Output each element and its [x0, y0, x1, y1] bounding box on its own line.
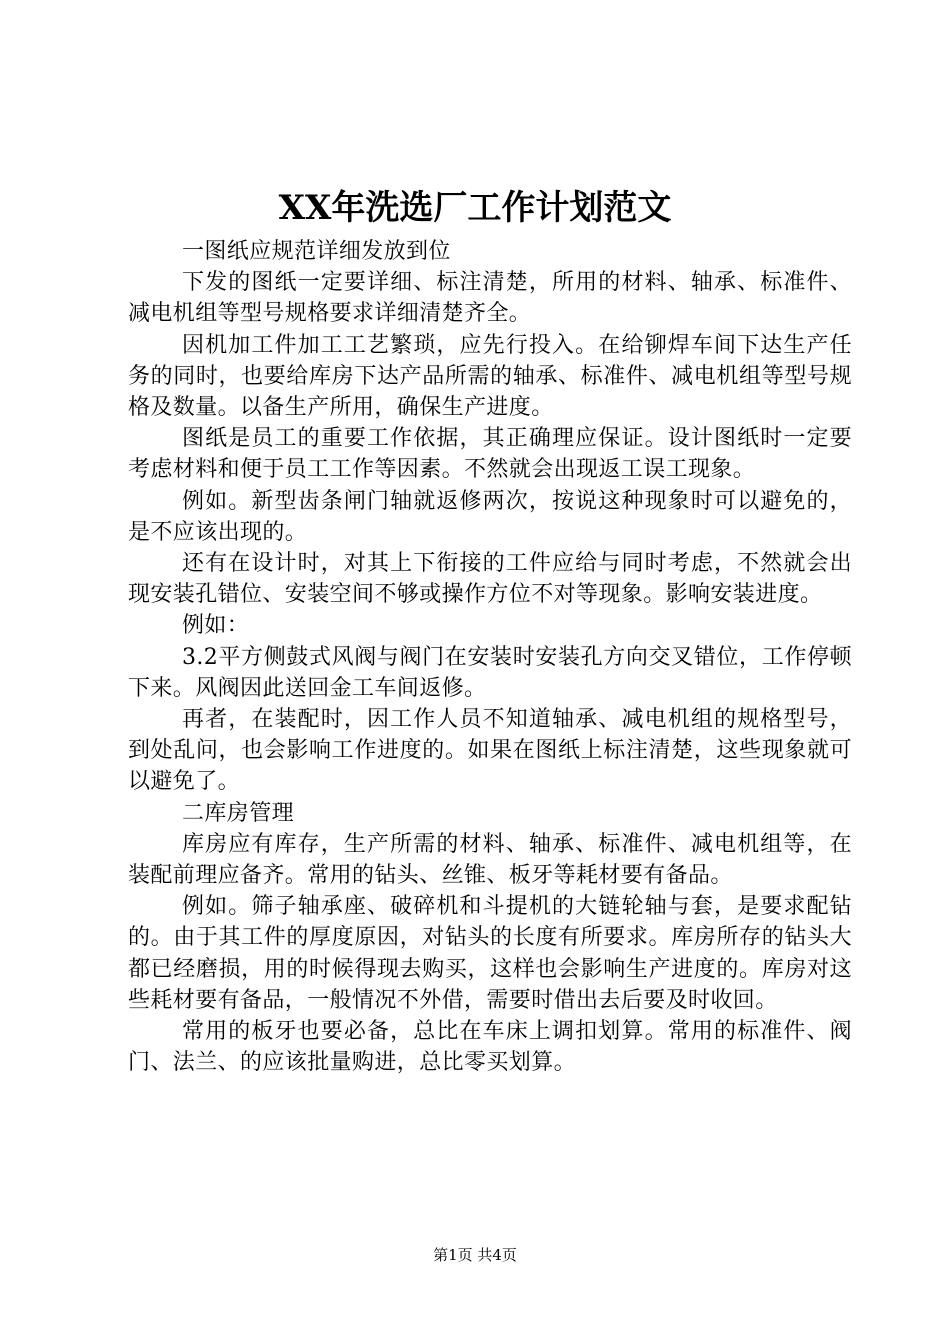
- document-body: [128, 236, 852, 1078]
- page-footer: 第1页 共4页: [433, 1246, 517, 1264]
- body-paragraph: 库房应有库存，生产所需的材料、轴承、标准件、减电机组等，在装配前理应备齐。常用的钻头、丝锥、板牙等耗材要有备品。: [128, 831, 852, 889]
- body-paragraph: 图纸是员工的重要工作依据，其正确理应保证。设计图纸时一定要考虑材料和便于员工工作等因素。不然就会出现返工误工现象。: [128, 426, 852, 483]
- body-paragraph: 因机加工件加工工艺繁琐，应先行投入。在给铆焊车间下达生产任务的同时，也要给库房下达产品所需的轴承、标准件、减电机组等型号规格及数量。以备生产所用，确保生产进度。: [128, 332, 852, 421]
- body-paragraph: 常用的板牙也要必备，总比在车床上调扣划算。常用的标准件、阀门、法兰、的应该批量购进，总比零买划算。: [128, 1019, 852, 1076]
- body-paragraph: 再者，在装配时，因工作人员不知道轴承、减电机组的规格型号，到处乱问，也会影响工作进度的。如果在图纸上标注清楚，这些现象就可以避免了。: [128, 707, 852, 795]
- section-heading: 二库房管理: [182, 800, 295, 826]
- document-title: XX年洗选厂工作计划范文: [278, 188, 672, 228]
- section-heading: 一图纸应规范详细发放到位: [182, 239, 451, 264]
- body-paragraph: 3.2平方侧鼓式风阀与阀门在安装时安装孔方向交叉错位，工作停顿下来。风阀因此送回金工车间返修。: [128, 644, 852, 701]
- body-paragraph: 例如。筛子轴承座、破碎机和斗提机的大链轮轴与套，是要求配钻的。由于其工件的厚度原因，对钻头的长度有所要求。库房所存的钻头大都已经磨损，用的时候得现去购买，这样也会影响生产进度的。库房对这些耗材要有备品，一般情况不外借，需要时借出去后要及时收回。: [128, 894, 852, 1013]
- body-paragraph: 下发的图纸一定要详细、标注清楚，所用的材料、轴承、标准件、减电机组等型号规格要求详细清楚齐全。: [128, 270, 852, 327]
- body-paragraph: 还有在设计时，对其上下衔接的工件应给与同时考虑，不然就会出现安装孔错位、安装空间不够或操作方位不对等现象。影响安装进度。: [128, 551, 852, 608]
- body-paragraph: 例如：: [182, 613, 250, 639]
- body-paragraph: 例如。新型齿条闸门轴就返修两次，按说这种现象时可以避免的，是不应该出现的。: [128, 488, 852, 545]
